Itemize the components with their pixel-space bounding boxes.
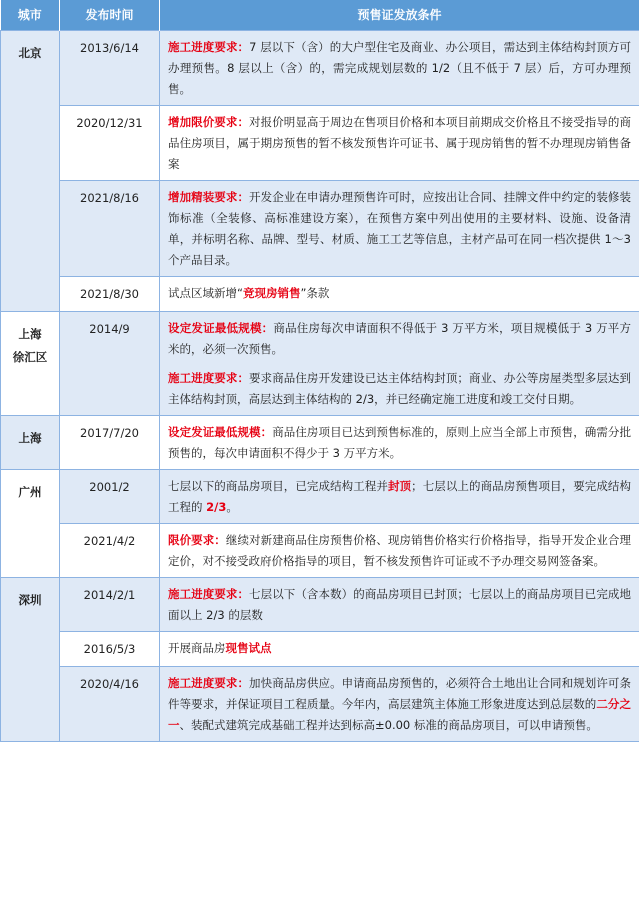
condition-paragraph	[168, 37, 631, 100]
table-row	[1, 470, 639, 524]
highlight-text: 2/3	[206, 500, 227, 514]
table-row	[1, 181, 639, 277]
highlight-text: 施工进度要求：	[168, 587, 250, 601]
condition-cell	[160, 312, 639, 416]
highlight-text: 施工进度要求：	[168, 371, 250, 385]
table-row	[1, 277, 639, 312]
body-text: 加快商品房供应。申请商品房预售的，必须符合土地出让合同和规划许可条件等要求，并保证项目工程质量。今年内，高层建筑主体施工形象进度达到总层数的	[168, 676, 632, 711]
body-text: 要求商品住房开发建设已达主体结构封顶；商业、办公等房屋类型多层达到主体结构封顶，高层达到主体结构的 2/3，并已经确定施工进度和竣工交付日期。	[168, 371, 632, 406]
body-text: 七层以下的商品房项目，已完成结构工程并	[168, 479, 388, 493]
condition-paragraph	[168, 530, 631, 572]
condition-paragraph	[168, 283, 631, 304]
body-text: 七层以下（含本数）的商品房项目已封顶；七层以上的商品房项目已完成地面以上 2/3 的层数	[168, 587, 632, 622]
table-header-row	[1, 0, 639, 31]
condition-paragraph	[168, 368, 631, 410]
highlight-text: 二分之一	[168, 697, 631, 732]
header-date: 发布时间	[60, 0, 160, 31]
city-cell	[1, 31, 60, 312]
city-cell	[1, 578, 60, 742]
highlight-text: 增加精装要求：	[168, 190, 250, 204]
release-date: 2020/4/16	[60, 667, 160, 742]
body-text: 开发企业在申请办理预售许可时，应按出让合同、挂牌文件中约定的装修装饰标准（全装修、高标准建设方案），在预售方案中列出使用的主要材料、设施、设备清单，并标明名称、品牌、型号、材质、施工工艺等信息，主材产品可在同一档次提供 1～3 个产品目录。	[168, 190, 632, 267]
release-date: 2017/7/20	[60, 416, 160, 470]
condition-paragraph	[168, 584, 631, 626]
table-row	[1, 667, 639, 742]
body-text: ”条款	[300, 286, 330, 300]
release-date: 2020/12/31	[60, 106, 160, 181]
city-name: 广州	[18, 485, 42, 499]
body-text: 。	[226, 500, 238, 514]
condition-cell	[160, 106, 639, 181]
city-name: 上海	[18, 431, 42, 445]
body-text: 开展商品房	[168, 641, 226, 655]
table-row	[1, 524, 639, 578]
condition-paragraph	[168, 112, 631, 175]
release-date: 2014/9	[60, 312, 160, 416]
table-row	[1, 106, 639, 181]
highlight-text: 现售试点	[225, 641, 272, 655]
condition-cell	[160, 578, 639, 632]
city-name: 徐汇区	[12, 350, 48, 364]
release-date: 2014/2/1	[60, 578, 160, 632]
release-date: 2021/8/16	[60, 181, 160, 277]
highlight-text: 施工进度要求：	[168, 676, 250, 690]
highlight-text: 限价要求：	[168, 533, 226, 547]
table-row	[1, 632, 639, 667]
release-date: 2001/2	[60, 470, 160, 524]
body-text: 继续对新建商品住房预售价格、现房销售价格实行价格指导，指导开发企业合理定价，对不接受政府价格指导的项目，暂不核发预售许可证或不予办理交易网签备案。	[168, 533, 632, 568]
city-cell	[1, 416, 60, 470]
city-name: 深圳	[18, 593, 42, 607]
table-row	[1, 31, 639, 106]
table-row	[1, 416, 639, 470]
highlight-text: 封顶	[387, 479, 412, 493]
condition-cell	[160, 181, 639, 277]
body-text: 试点区域新增“	[168, 286, 243, 300]
body-text: 、装配式建筑完成基础工程并达到标高±0.00 标准的商品房项目，可以申请预售。	[179, 718, 598, 732]
header-condition: 预售证发放条件	[160, 0, 639, 31]
city-name: 上海	[18, 327, 42, 341]
city-cell	[1, 312, 60, 416]
condition-paragraph	[168, 638, 631, 659]
body-text: 商品住房项目已达到预售标准的，原则上应当全部上市预售，确需分批预售的，每次申请面积不得少于 3 万平方米。	[168, 425, 632, 460]
condition-paragraph	[168, 187, 631, 271]
condition-paragraph	[168, 422, 631, 464]
release-date: 2016/5/3	[60, 632, 160, 667]
body-text: 7 层以下（含）的大户型住宅及商业、办公项目，需达到主体结构封顶方可办理预售。8 层以上（含）的，需完成规划层数的 1/2（且不低于 7 层）后，方可办理预售。	[168, 40, 632, 96]
condition-paragraph	[168, 673, 631, 736]
condition-cell	[160, 31, 639, 106]
table-row	[1, 578, 639, 632]
highlight-text: 增加限价要求：	[168, 115, 250, 129]
header-city: 城市	[1, 0, 60, 31]
body-text: 商品住房每次申请面积不得低于 3 万平方米，项目规模低于 3 万平方米的，必须一次预售。	[168, 321, 631, 356]
condition-cell	[160, 277, 639, 312]
city-name: 北京	[18, 46, 42, 60]
body-text: ；七层以上的商品房预售项目，要完成结构工程的	[168, 479, 632, 514]
highlight-text: 施工进度要求：	[168, 40, 250, 54]
condition-cell	[160, 524, 639, 578]
condition-cell	[160, 667, 639, 742]
condition-paragraph	[168, 476, 631, 518]
condition-cell	[160, 632, 639, 667]
highlight-text: 竞现房销售	[242, 286, 301, 300]
condition-cell	[160, 416, 639, 470]
condition-paragraph	[168, 318, 631, 360]
table-row	[1, 312, 639, 416]
release-date: 2021/4/2	[60, 524, 160, 578]
release-date: 2013/6/14	[60, 31, 160, 106]
condition-cell	[160, 470, 639, 524]
body-text: 对报价明显高于周边在售项目价格和本项目前期成交价格且不接受指导的商品住房项目，属于期房预售的暂不核发预售许可证书、属于现房销售的暂不办理现房销售备案	[168, 115, 632, 171]
highlight-text: 设定发证最低规模：	[168, 425, 273, 439]
highlight-text: 设定发证最低规模：	[168, 321, 274, 335]
release-date: 2021/8/30	[60, 277, 160, 312]
city-cell	[1, 470, 60, 578]
